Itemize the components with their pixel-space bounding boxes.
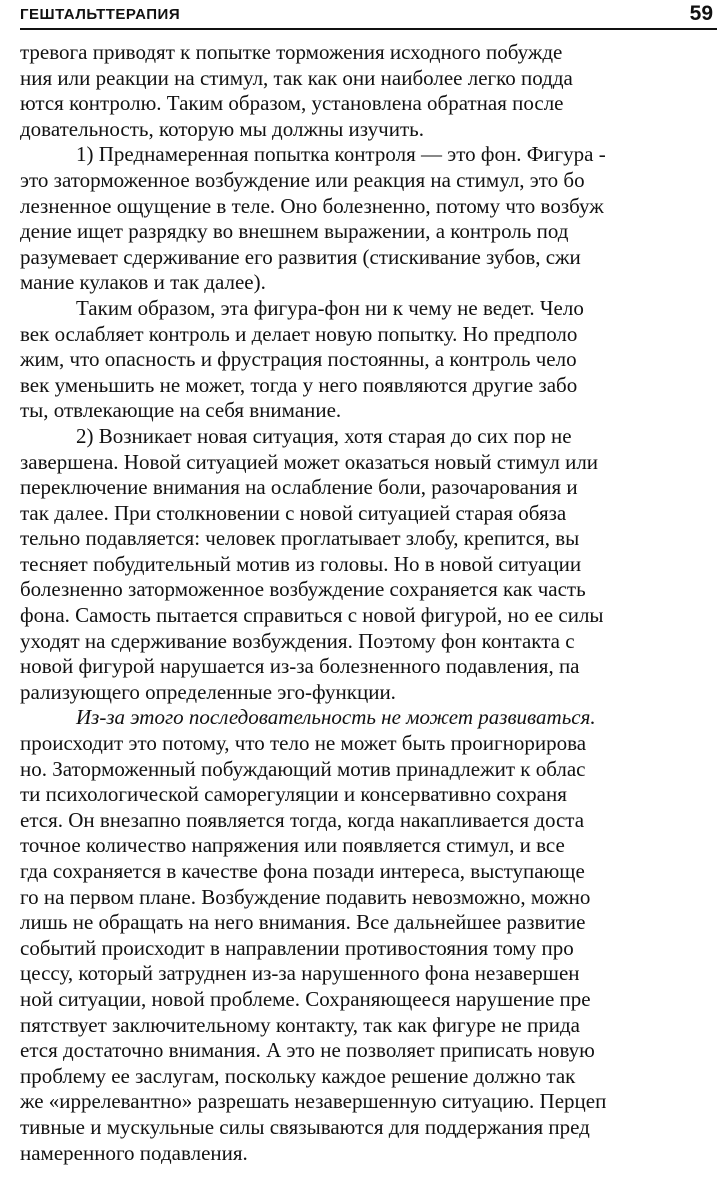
text-line: ти психологической саморегуляции и консервативно сохраня	[20, 782, 567, 807]
text-line: век уменьшить не может, тогда у него появляются другие забо	[20, 372, 578, 397]
text-line: ния или реакции на стимул, так как они наиболее легко подда	[20, 65, 573, 90]
text-line: событий происходит в направлении противостояния тому про	[20, 935, 574, 960]
text-line: разумевает сдерживание его развития (стискивание зубов, сжи	[20, 244, 581, 269]
text-line: фона. Самость пытается справиться с новой фигурой, но ее силы	[20, 603, 604, 628]
text-line: так далее. При столкновении с новой ситуацией старая обяза	[20, 500, 567, 525]
text-line: ется достаточно внимания. А это не позволяет приписать новую	[20, 1038, 595, 1063]
body-text	[20, 40, 717, 1166]
text-line: пятствует заключительному контакту, так как фигуре не прида	[20, 1012, 580, 1037]
running-title: ГЕШТАЛЬТТЕРАПИЯ	[20, 6, 181, 23]
text-line: тельно подавляется: человек проглатывает злобу, крепится, вы	[20, 526, 580, 551]
text-line: цессу, который затруднен из-за нарушенного фона незавершен	[20, 961, 580, 986]
text-line: же «иррелевантно» разрешать незавершенную ситуацию. Перцеп	[20, 1089, 607, 1114]
text-line: век ослабляет контроль и делает новую попытку. Но предполо	[20, 321, 578, 346]
text-line: тесняет побудительный мотив из головы. Но в новой ситуации	[20, 551, 582, 576]
text-line: ются контролю. Таким образом, установлена обратная после	[20, 91, 564, 116]
text-line: точное количество напряжения или появляется стимул, и все	[20, 833, 565, 858]
text-line: Таким образом, эта фигура-фон ни к чему не ведет. Чело	[76, 295, 584, 320]
text-line: происходит это потому, что тело не может быть проигнорирова	[20, 731, 587, 756]
text-line: дение ищет разрядку во внешнем выражении, а контроль под	[20, 219, 569, 244]
text-line: тивные и мускульные силы связываются для поддержания пред	[20, 1114, 590, 1139]
text-line: тревога приводят к попытке торможения исходного побужде	[20, 40, 563, 64]
text-line: лезненное ощущение в теле. Оно болезненно, потому что возбуж	[20, 193, 604, 218]
text-line: болезненно заторможенное возбуждение сохраняется как часть	[20, 577, 586, 602]
text-line: завершена. Новой ситуацией может оказаться новый стимул или	[20, 449, 599, 474]
text-line: рализующего определенные эго-функции.	[20, 679, 396, 704]
text-line: новой фигурой нарушается из-за болезненного подавления, па	[20, 654, 580, 679]
text-line: го на первом плане. Возбуждение подавить невозможно, можно	[20, 884, 591, 909]
text-line: гда сохраняется в качестве фона позади интереса, выступающе	[20, 859, 585, 883]
text-line: ной ситуации, новой проблеме. Сохраняющееся нарушение пре	[20, 986, 591, 1011]
text-line: но. Заторможенный побуждающий мотив принадлежит к облас	[20, 756, 586, 781]
text-line: 1) Преднамеренная попытка контроля — это фон. Фигура -	[76, 142, 606, 167]
text-line: жим, что опасность и фрустрация постоянны, а контроль чело	[20, 347, 577, 372]
text-line: ты, отвлекающие на себя внимание.	[20, 398, 342, 423]
text-line: это заторможенное возбуждение или реакция на стимул, это бо	[20, 167, 585, 192]
text-line: уходят на сдерживание возбуждения. Поэтому фон контакта с	[20, 628, 575, 653]
text-line: довательность, которую мы должны изучить.	[20, 116, 424, 141]
text-line: ется. Он внезапно появляется тогда, когда накапливается доста	[20, 807, 585, 832]
text-line: переключение внимания на ослабление боли, разочарования и	[20, 475, 578, 500]
page-number: 59	[689, 2, 713, 25]
text-line: лишь не обращать на него внимания. Все дальнейшее развитие	[20, 910, 586, 935]
text-line: мание кулаков и так далее).	[20, 270, 266, 295]
page-header	[20, 2, 717, 30]
text-line: 2) Возникает новая ситуация, хотя старая до сих пор не	[76, 423, 572, 448]
text-line: намеренного подавления.	[20, 1140, 248, 1165]
text-line: проблему ее заслугам, поскольку каждое решение должно так	[20, 1063, 576, 1088]
text-line: Из-за этого последовательность не может развиваться.	[76, 705, 596, 730]
